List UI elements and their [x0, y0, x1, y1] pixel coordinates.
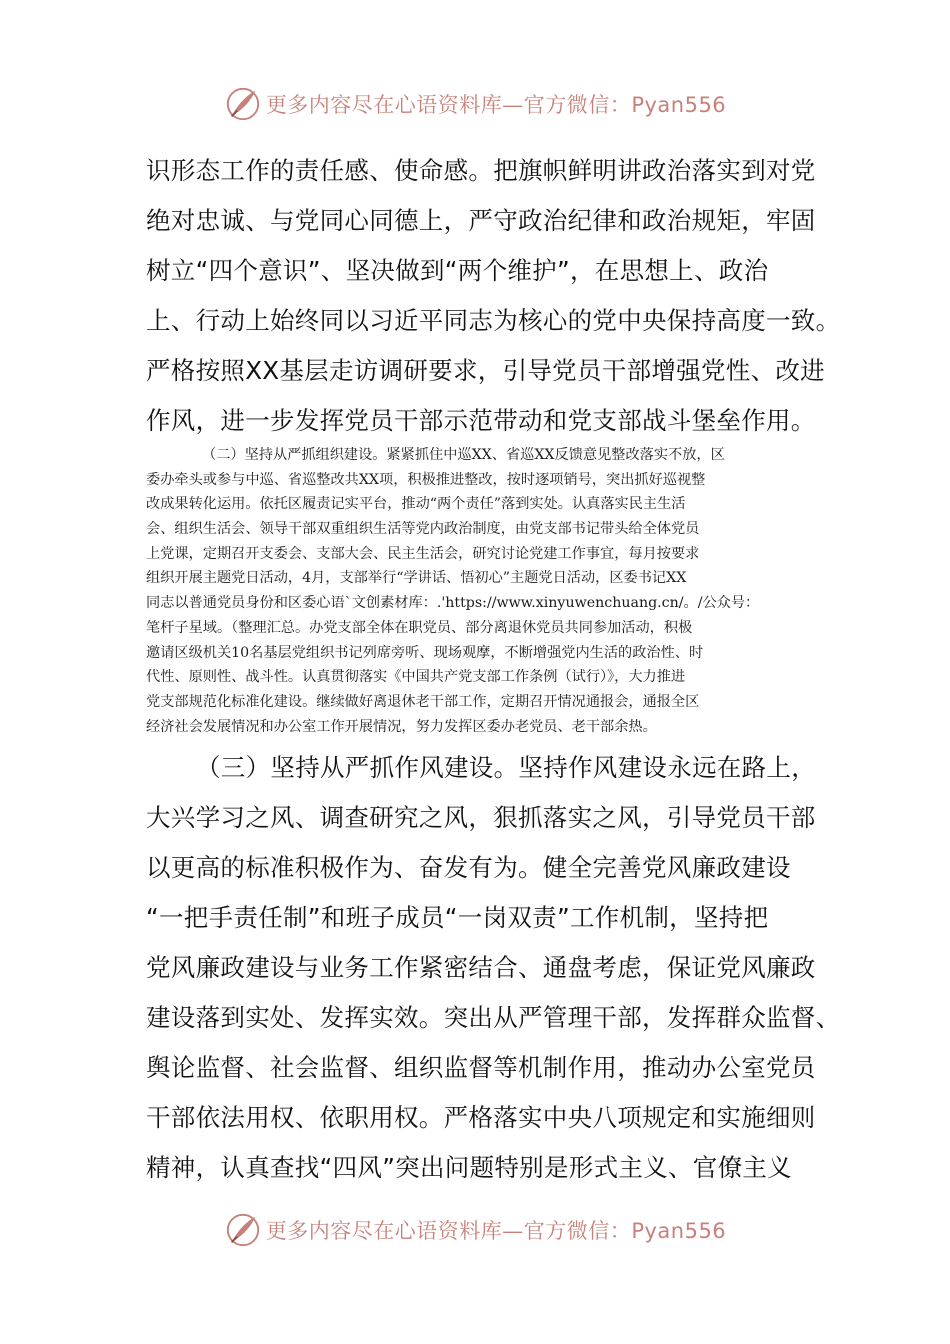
paragraph-line: 树立“四个意识”、坚决做到“两个维护”，在思想上、政治 — [146, 256, 769, 285]
watermark-text: 更多内容尽在心语资料库—官方微信：Pyan556 — [265, 93, 727, 117]
paragraph-line: 组织开展主题党日活动，4月，支部举行“学讲话、悟初心”主题党日活动，区委书记XX — [146, 570, 687, 587]
wechat-id: Pyan556 — [631, 1219, 727, 1243]
paragraph-line: 会、组织生活会、领导干部双重组织生活等党内政治制度，由党支部书记带头给全体党员 — [146, 521, 700, 538]
section-1-paragraph — [146, 146, 841, 446]
paragraph-line: 改成果转化运用。依托区履责记实平台，推动“两个责任”落到实处。认真落实民主生活 — [146, 496, 686, 513]
paragraph-line: 同志以普通党员身份和区委心语`文创素材库：.'https://www.xinyuwenchuang.cn/。/公众号： — [146, 595, 760, 612]
paragraph-line: 作风，进一步发挥党员干部示范带动和党支部战斗堡垒作用。 — [146, 406, 816, 435]
paragraph-line: 以更高的标准积极作为、奋发有为。健全完善党风廉政建设 — [146, 853, 791, 882]
section-3-paragraph — [146, 743, 841, 1193]
paragraph-line: 委办牵头或参与中巡、省巡整改共XX项，积极推进整改，按时逐项销号，突出抓好巡视整 — [146, 471, 706, 488]
paragraph-line: 上、行动上始终同以习近平同志为核心的党中央保持高度一致。 — [146, 306, 841, 335]
paragraph-line: 识形态工作的责任感、使命感。把旗帜鲜明讲政治落实到对党 — [146, 156, 816, 185]
paragraph-line: 代性、原则性、战斗性。认真贯彻落实《中国共产党支部工作条例（试行）》，大力推进 — [146, 669, 686, 686]
paragraph-line: 舆论监督、社会监督、组织监督等机制作用，推动办公室党员 — [146, 1053, 816, 1082]
paragraph-line: 大兴学习之风、调查研究之风，狠抓落实之风，引导党员干部 — [146, 803, 816, 832]
watermark-text: 更多内容尽在心语资料库—官方微信：Pyan556 — [265, 1219, 727, 1243]
section-2-heading-line: （二）坚持从严抓组织建设。紧紧抓住中巡XX、省巡XX反馈意见整改落实不放，区 — [202, 447, 725, 463]
paragraph-line: 党支部规范化标准化建设。继续做好离退休老干部工作，定期召开情况通报会，通报全区 — [146, 693, 700, 710]
paragraph-line: 党风廉政建设与业务工作紧密结合、通盘考虑，保证党风廉政 — [146, 953, 816, 982]
paragraph-line: 绝对忠诚、与党同心同德上，严守政治纪律和政治规矩，牢固 — [146, 206, 816, 235]
paragraph-line: 干部依法用权、依职用权。严格落实中央八项规定和实施细则 — [146, 1103, 816, 1132]
paragraph-line: 上党课，定期召开支委会、支部大会、民主生活会，研究讨论党建工作事宜，每月按要求 — [146, 545, 700, 562]
paragraph-line: 邀请区级机关10名基层党组织书记列席旁听、现场观摩，不断增强党内生活的政治性、时 — [146, 644, 704, 661]
quill-logo-icon — [224, 85, 262, 123]
paragraph-line: 精神，认真查找“四风”突出问题特别是形式主义、官僚主义 — [146, 1153, 792, 1182]
wechat-id: Pyan556 — [631, 93, 727, 117]
paragraph-line: “一把手责任制”和班子成员“一岗双责”工作机制，坚持把 — [146, 903, 769, 932]
watermark-banner-bottom — [0, 1210, 950, 1250]
paragraph-line: 严格按照XX基层走访调研要求，引导党员干部增强党性、改进 — [146, 356, 825, 385]
quill-logo-icon — [224, 1211, 262, 1249]
paragraph-line: 建设落到实处、发挥实效。突出从严管理干部，发挥群众监督、 — [146, 1003, 841, 1032]
watermark-banner-top — [0, 84, 950, 124]
section-2-paragraph — [146, 443, 814, 739]
paragraph-line: 笔杆子星域。（整理汇总。办党支部全体在职党员、部分离退休党员共同参加活动，积极 — [146, 619, 693, 636]
section-3-heading-line: （三）坚持从严抓作风建设。坚持作风建设永远在路上， — [196, 753, 816, 782]
paragraph-line: 经济社会发展情况和办公室工作开展情况，努力发挥区委办老党员、老干部余热。 — [146, 718, 657, 735]
